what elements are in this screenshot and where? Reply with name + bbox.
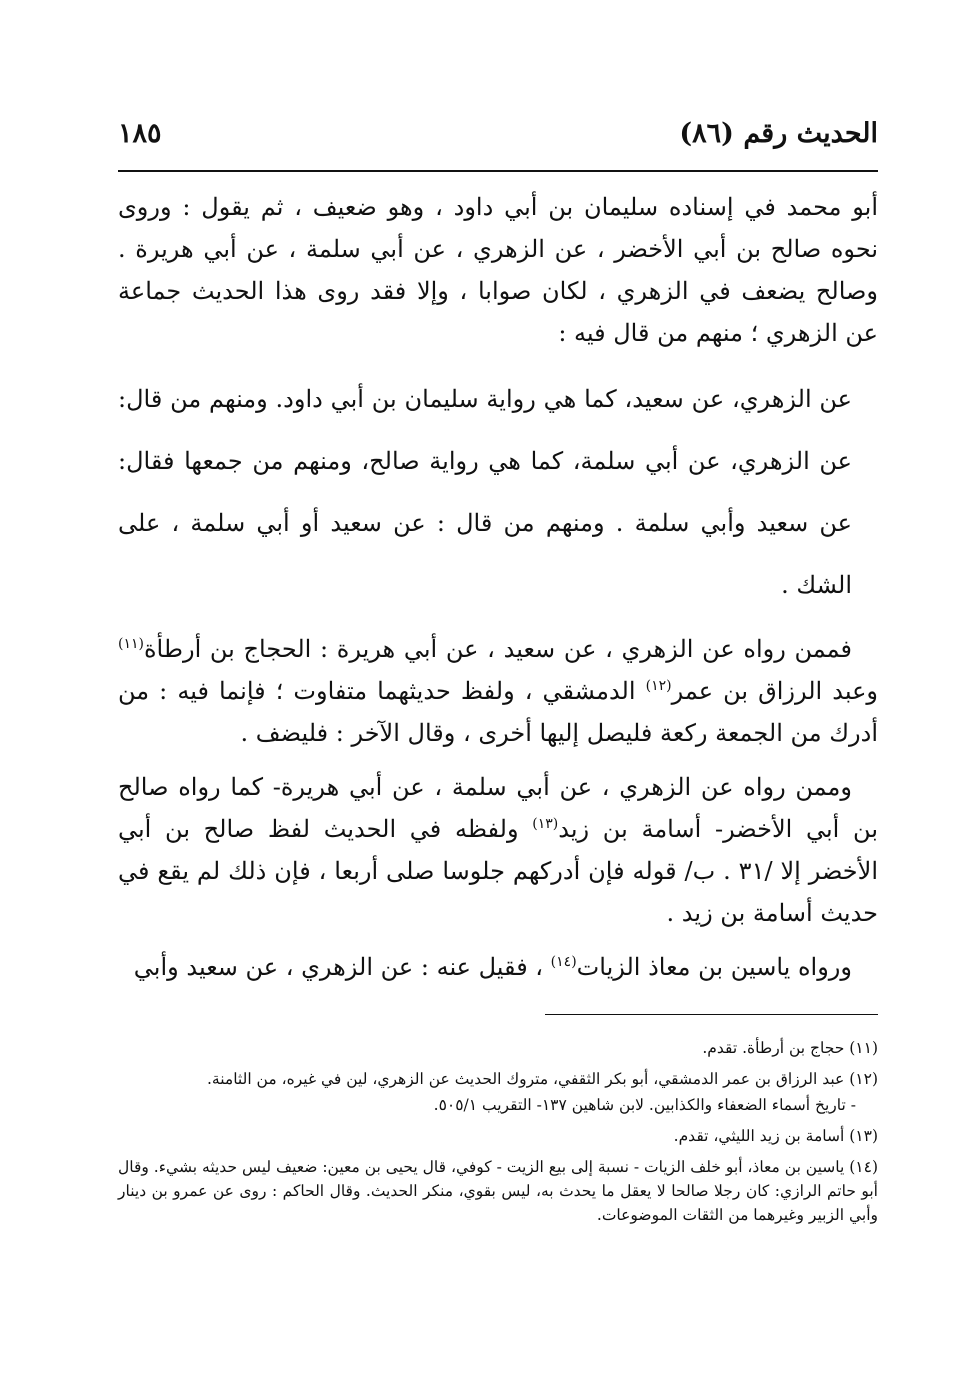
paragraph-5 [118,946,878,988]
footnote-ref-13[interactable]: (١٣) [532,816,559,832]
paragraph-1: أبو محمد في إسناده سليمان بن أبي داود ، وهو ضعيف ، ثم يقول : وروى نحوه صالح بن أبي الأخضر ، عن الزهري ، عن أبي سلمة ، عن أبي هريرة . وصالح يضعف في الزهري ، لكان صوابا ، وإلا فقد روى هذا الحديث جماعة عن الزهري ؛ منهم من قال فيه : [118,193,878,347]
footnote-12-sources: - تاريخ أسماء الضعفاء والكذابين. لابن شاهين ١٣٧- التقريب ٥٠٥/١. [433,1096,856,1114]
running-title: الحديث رقم (٨٦) [679,118,878,149]
paragraph-3-text-b: وعبد الرزاق بن عمر [671,677,879,705]
paragraph-4-text-b: ولفظه في الحديث لفظ صالح بن أبي الأخضر إلا /٣١ . ب/ قوله فإن أدركهم جلوسا صلى أربعا ، فإن ذلك لم يقع في حديث أسامة بن زيد . [118,815,878,927]
paragraph-5-text-a: ورواه ياسين بن معاذ الزيات [576,953,852,981]
paragraph-5-text-b: ، فقيل عنه : عن الزهري ، عن سعيد وأبي [133,953,551,981]
page-header [118,112,878,162]
header-rule [118,170,878,172]
footnotes [118,1036,878,1234]
footnote-13: (١٣) أسامة بن زيد الليثي، تقدم. [673,1127,878,1145]
footnote-separator [545,1014,878,1015]
main-text [118,186,878,988]
paragraph-4 [118,766,878,934]
page-number: ١٨٥ [118,118,162,149]
footnote-14: (١٤) ياسين بن معاذ، أبو خلف الزيات - نسبة إلى بيع الزيت - كوفي، قال يحيى بن معين: ضعيف ليس حديثه بشيء. وقال أبو حاتم الرازي: كان رجلا صالحا لا يعقل ما يحدث به، ليس بقوي، منكر الحديث. وقال الحاكم : روى عن عمرو بن دينار وأبي الزبير وغيرهما من الثقات الموضوعات. [118,1158,878,1224]
paragraph-3-text-a: فممن رواه عن الزهري ، عن سعيد ، عن أبي هريرة : الحجاج بن أرطأة [143,635,852,663]
footnote-12: (١٢) عبد الرزاق بن عمر الدمشقي، أبو بكر الثقفي، متروك الحديث عن الزهري، لين في غيره، من الثامنة. [206,1070,878,1088]
footnote-ref-11[interactable]: (١١) [118,636,144,652]
paragraph-4-text-a: وممن رواه عن الزهري ، عن أبي سلمة ، عن أبي هريرة- كما رواه صالح بن أبي الأخضر- أسامة بن زيد [118,773,878,843]
paragraph-2: عن الزهري، عن سعيد، كما هي رواية سليمان بن أبي داود. ومنهم من قال: عن الزهري، عن أبي سلمة، كما هي رواية صالح، ومنهم من جمعها فقال: عن سعيد وأبي سلمة . ومنهم من قال : عن سعيد أو أبي سلمة ، على الشك . [118,385,852,599]
footnote-ref-14[interactable]: (١٤) [550,954,577,970]
paragraph-3-text-c: الدمشقي ، ولفظ حديثهما متفاوت ؛ فإنما فيه : من أدرك من الجمعة ركعة فليصل إليها أخرى ، وقال الآخر : فليضف . [118,677,878,747]
footnote-ref-12[interactable]: (١٢) [645,678,672,694]
paragraph-3 [118,628,878,754]
footnote-11: (١١) حجاج بن أرطأة. تقدم. [702,1039,878,1057]
